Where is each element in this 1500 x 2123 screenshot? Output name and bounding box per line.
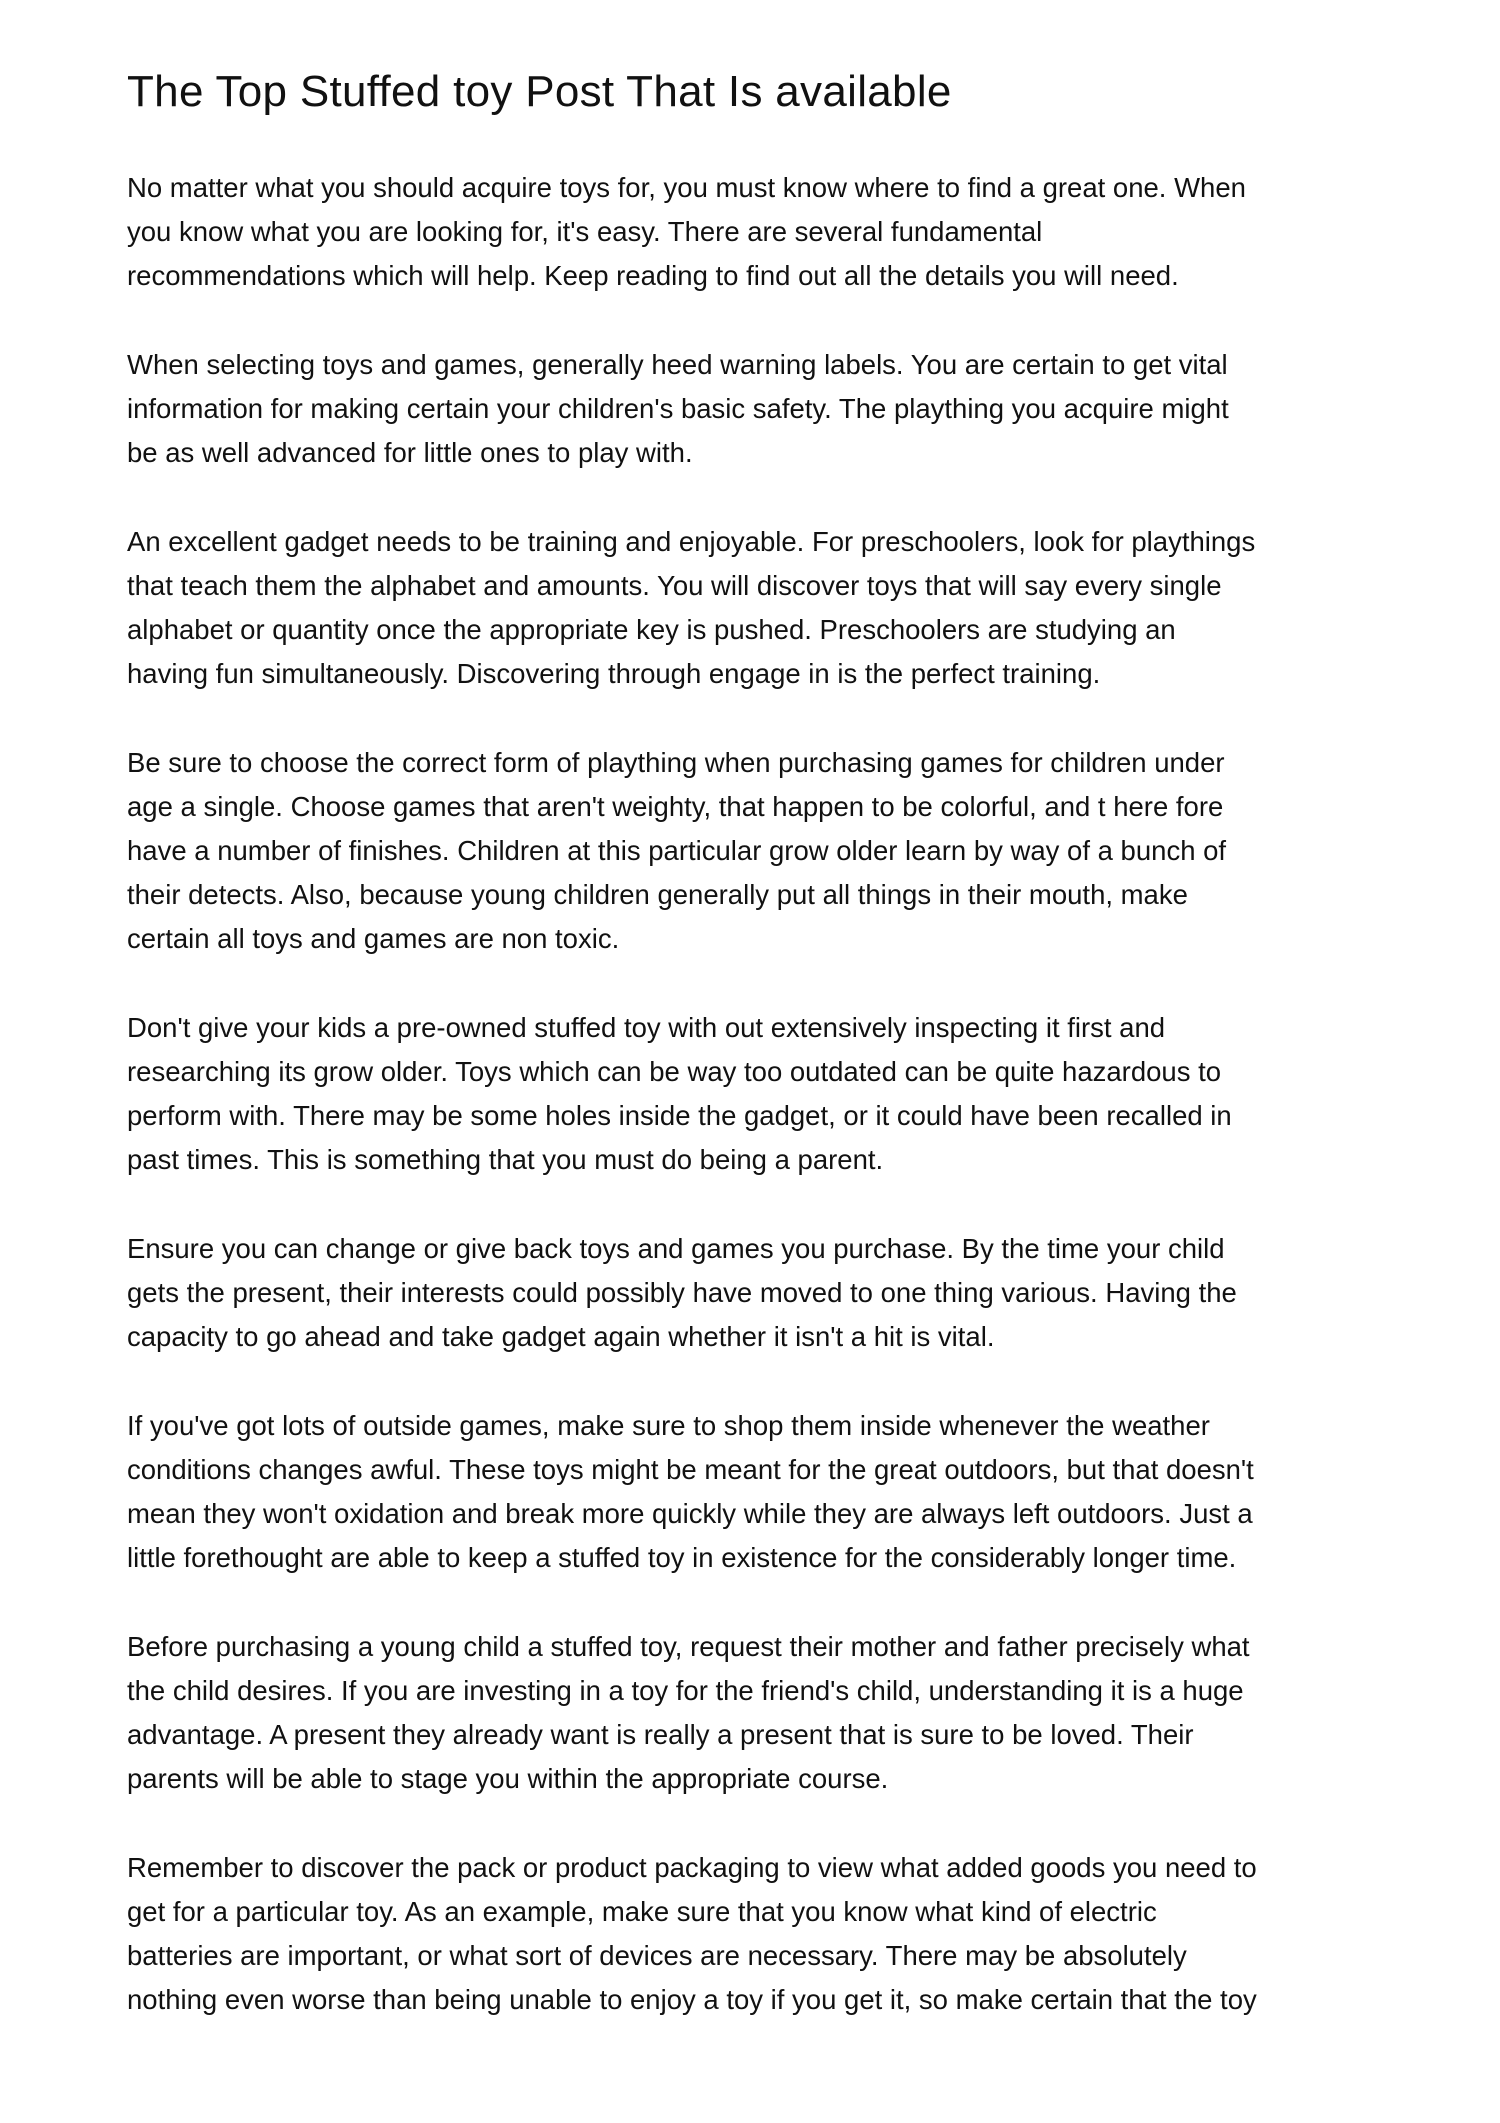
- paragraph: [127, 1625, 1387, 1802]
- paragraph-line: get for a particular toy. As an example, make sure that you know what kind of electric: [127, 1895, 1157, 1927]
- paragraph-line: little forethought are able to keep a stuffed toy in existence for the considerably longer time.: [127, 1542, 1237, 1574]
- paragraph-line: When selecting toys and games, generally heed warning labels. You are certain to get vital: [127, 348, 1228, 380]
- paragraph-line: nothing even worse than being unable to enjoy a toy if you get it, so make certain that the toy: [127, 1984, 1257, 2016]
- paragraph-line: that teach them the alphabet and amounts. You will discover toys that will say every single: [127, 569, 1222, 601]
- paragraph-line: Remember to discover the pack or product packaging to view what added goods you need to: [127, 1851, 1257, 1883]
- paragraph: [127, 1227, 1387, 1360]
- paragraph-line: capacity to go ahead and take gadget again whether it isn't a hit is vital.: [127, 1321, 995, 1353]
- paragraph-line: conditions changes awful. These toys might be meant for the great outdoors, but that doesn't: [127, 1453, 1254, 1485]
- paragraph-line: have a number of finishes. Children at this particular grow older learn by way of a bunch of: [127, 835, 1227, 866]
- paragraph: [127, 1404, 1387, 1581]
- paragraph-line: mean they won't oxidation and break more quickly while they are always left outdoors. Just a: [127, 1498, 1253, 1529]
- paragraph-line: Be sure to choose the correct form of plaything when purchasing games for children under: [127, 746, 1225, 778]
- paragraph-line: past times. This is something that you must do being a parent.: [127, 1144, 884, 1176]
- paragraph-line: No matter what you should acquire toys for, you must know where to find a great one. When: [127, 172, 1246, 203]
- paragraph-line: Don't give your kids a pre-owned stuffed toy with out extensively inspecting it first and: [127, 1011, 1166, 1043]
- paragraph-line: perform with. There may be some holes inside the gadget, or it could have been recalled in: [127, 1100, 1232, 1132]
- paragraph-line: the child desires. If you are investing in a toy for the friend's child, understanding it is a huge: [127, 1674, 1244, 1706]
- paragraph-line: their detects. Also, because young children generally put all things in their mouth, make: [127, 879, 1188, 911]
- paragraph: [127, 343, 1387, 476]
- paragraph-line: recommendations which will help. Keep reading to find out all the details you will need.: [127, 260, 1179, 292]
- paragraph-line: advantage. A present they already want is really a present that is sure to be loved. Their: [127, 1719, 1194, 1750]
- paragraph-line: batteries are important, or what sort of devices are necessary. There may be absolutely: [127, 1940, 1187, 1971]
- paragraph-line: gets the present, their interests could possibly have moved to one thing various. Having the: [127, 1277, 1237, 1308]
- paragraph-line: Before purchasing a young child a stuffed toy, request their mother and father precisely what: [127, 1630, 1250, 1662]
- article-body: [127, 166, 1387, 2067]
- paragraph-line: certain all toys and games are non toxic.: [127, 923, 620, 955]
- page-title: The Top Stuffed toy Post That Is available: [127, 67, 952, 116]
- paragraph-line: parents will be able to stage you within the appropriate course.: [127, 1763, 889, 1795]
- paragraph-line: An excellent gadget needs to be training and enjoyable. For preschoolers, look for playthings: [127, 525, 1256, 557]
- paragraph-line: be as well advanced for little ones to play with.: [127, 437, 693, 469]
- paragraph-line: Ensure you can change or give back toys and games you purchase. By the time your child: [127, 1232, 1225, 1264]
- paragraph-line: having fun simultaneously. Discovering through engage in is the perfect training.: [127, 658, 1101, 690]
- paragraph-line: alphabet or quantity once the appropriate key is pushed. Preschoolers are studying an: [127, 614, 1176, 645]
- paragraph: [127, 1006, 1387, 1183]
- paragraph-line: researching its grow older. Toys which can be way too outdated can be quite hazardous to: [127, 1056, 1222, 1087]
- paragraph: [127, 741, 1387, 962]
- paragraph-line: information for making certain your children's basic safety. The plaything you acquire might: [127, 393, 1229, 424]
- paragraph-line: If you've got lots of outside games, make sure to shop them inside whenever the weather: [127, 1409, 1210, 1441]
- paragraph: [127, 1846, 1387, 2023]
- paragraph: [127, 520, 1387, 697]
- paragraph-line: you know what you are looking for, it's easy. There are several fundamental: [127, 216, 1043, 248]
- paragraph: [127, 166, 1387, 299]
- paragraph-line: age a single. Choose games that aren't weighty, that happen to be colorful, and t here fore: [127, 790, 1224, 822]
